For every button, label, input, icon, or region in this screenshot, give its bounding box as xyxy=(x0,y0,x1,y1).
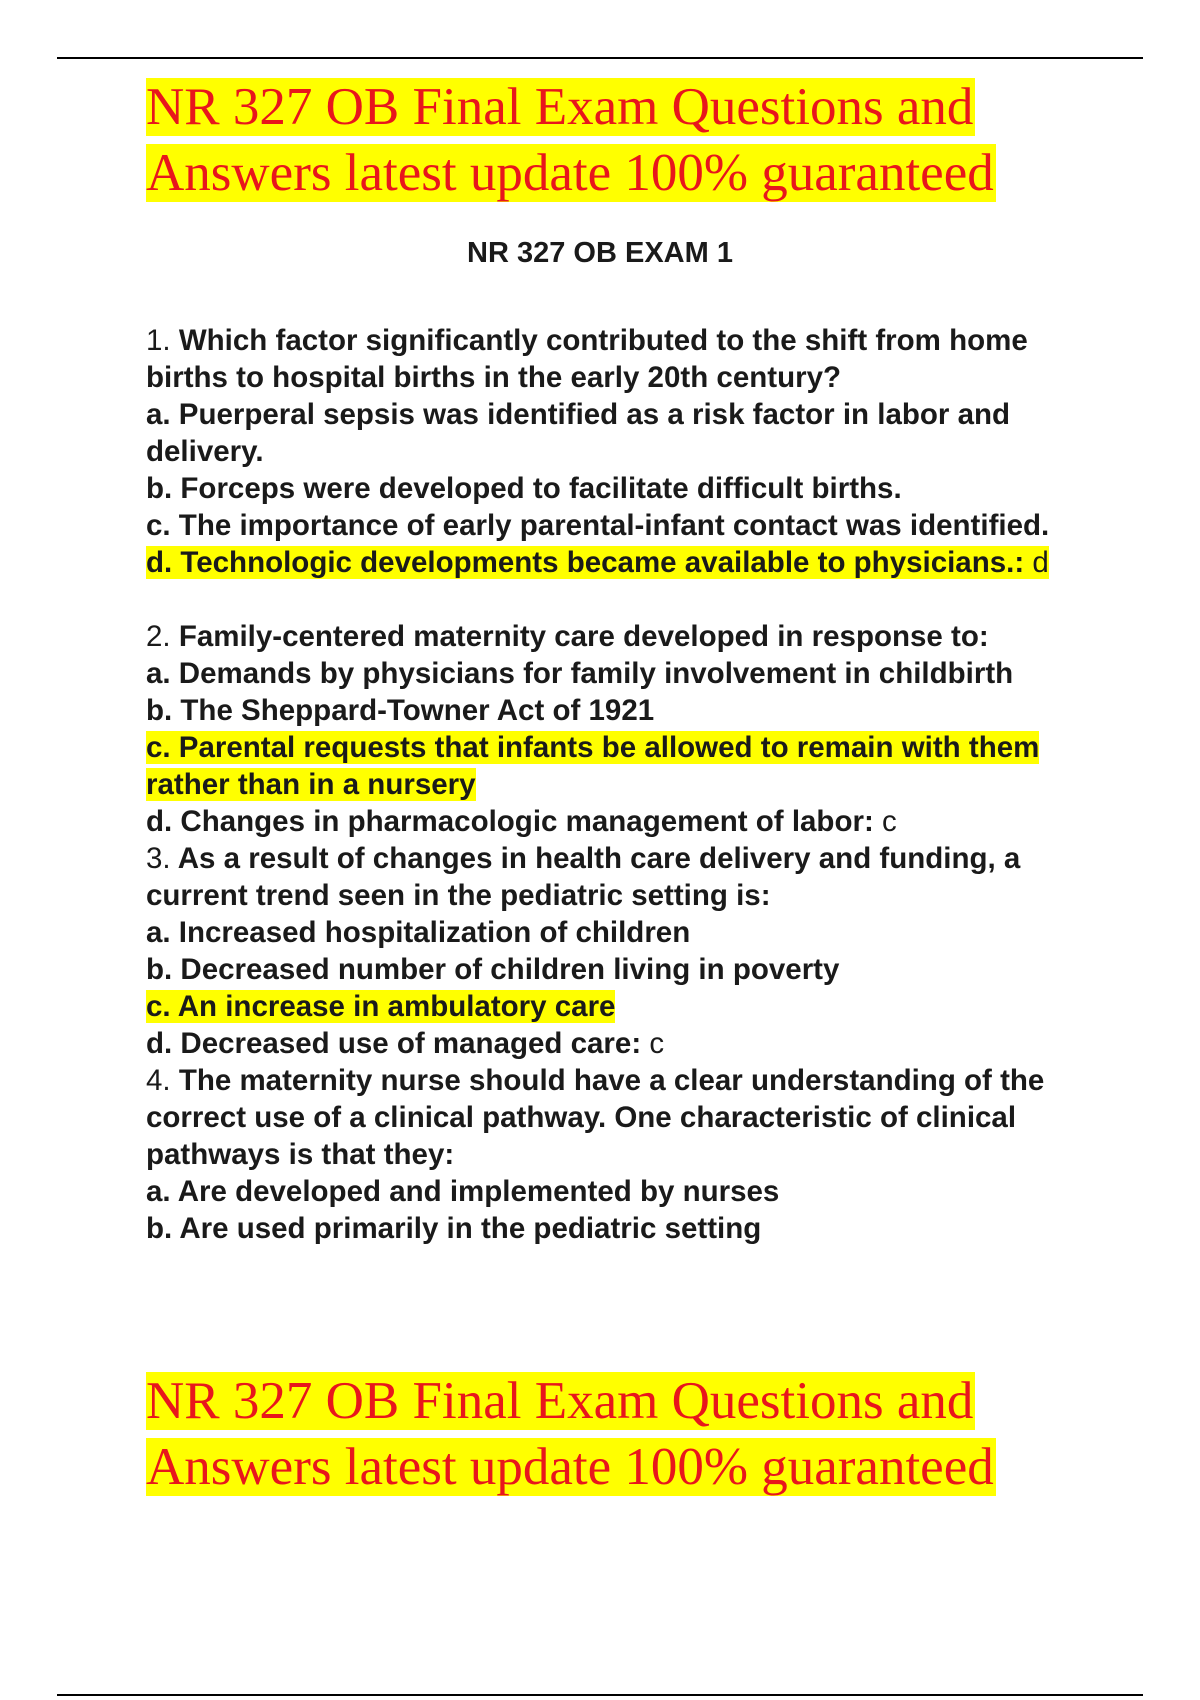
footer-banner-title xyxy=(146,1368,1106,1500)
header-banner-title xyxy=(146,74,1106,206)
option-a: a. Demands by physicians for family involvement in childbirth xyxy=(146,657,1014,690)
option-d: d. Changes in pharmacologic management of labor: xyxy=(146,805,874,838)
question-stem: The maternity nurse should have a clear understanding of the correct use of a clinical pathway. One characteristic of clinical pathways is that they: xyxy=(146,1064,1045,1171)
banner-line-2: Answers latest update 100% guaranteed xyxy=(146,1438,994,1496)
question-3 xyxy=(146,840,1106,1062)
question-4 xyxy=(146,1062,1106,1247)
question-stem: As a result of changes in health care delivery and funding, a current trend seen in the pediatric setting is: xyxy=(146,842,1021,912)
option-b: b. Forceps were developed to facilitate difficult births. xyxy=(146,472,902,505)
exam-title: NR 327 OB EXAM 1 xyxy=(467,237,733,269)
question-1 xyxy=(146,322,1106,581)
option-b: b. Decreased number of children living in poverty xyxy=(146,953,840,986)
option-d-correct: d. Technologic developments became available to physicians.: xyxy=(146,546,1025,579)
option-d: d. Decreased use of managed care: xyxy=(146,1027,642,1060)
option-c-correct: c. Parental requests that infants be allowed to remain with them rather than in a nursery xyxy=(146,731,1040,801)
banner-line-1: NR 327 OB Final Exam Questions and xyxy=(146,1372,974,1430)
option-b: b. The Sheppard-Towner Act of 1921 xyxy=(146,694,655,727)
option-a: a. Increased hospitalization of children xyxy=(146,916,691,949)
answer-key: d xyxy=(1024,546,1049,579)
question-stem: Which factor significantly contributed to the shift from home births to hospital births in the early 20th century? xyxy=(146,324,1028,394)
banner-line-1: NR 327 OB Final Exam Questions and xyxy=(146,78,974,136)
top-rule xyxy=(57,57,1143,59)
answer-key: c xyxy=(881,805,897,838)
option-b: b. Are used primarily in the pediatric setting xyxy=(146,1212,762,1245)
question-list xyxy=(146,322,1106,1247)
option-a: a. Puerperal sepsis was identified as a risk factor in labor and delivery. xyxy=(146,398,1011,468)
question-number: 3. xyxy=(146,842,171,875)
question-stem: Family-centered maternity care developed in response to: xyxy=(178,620,989,653)
question-number: 1. xyxy=(146,324,171,357)
option-c: c. The importance of early parental-infant contact was identified. xyxy=(146,509,1050,542)
option-a: a. Are developed and implemented by nurses xyxy=(146,1175,780,1208)
question-number: 4. xyxy=(146,1064,171,1097)
question-number: 2. xyxy=(146,620,171,653)
option-c-correct: c. An increase in ambulatory care xyxy=(146,990,616,1023)
answer-key: c xyxy=(649,1027,665,1060)
bottom-rule xyxy=(57,1694,1143,1696)
question-2 xyxy=(146,618,1106,840)
banner-line-2: Answers latest update 100% guaranteed xyxy=(146,144,994,202)
